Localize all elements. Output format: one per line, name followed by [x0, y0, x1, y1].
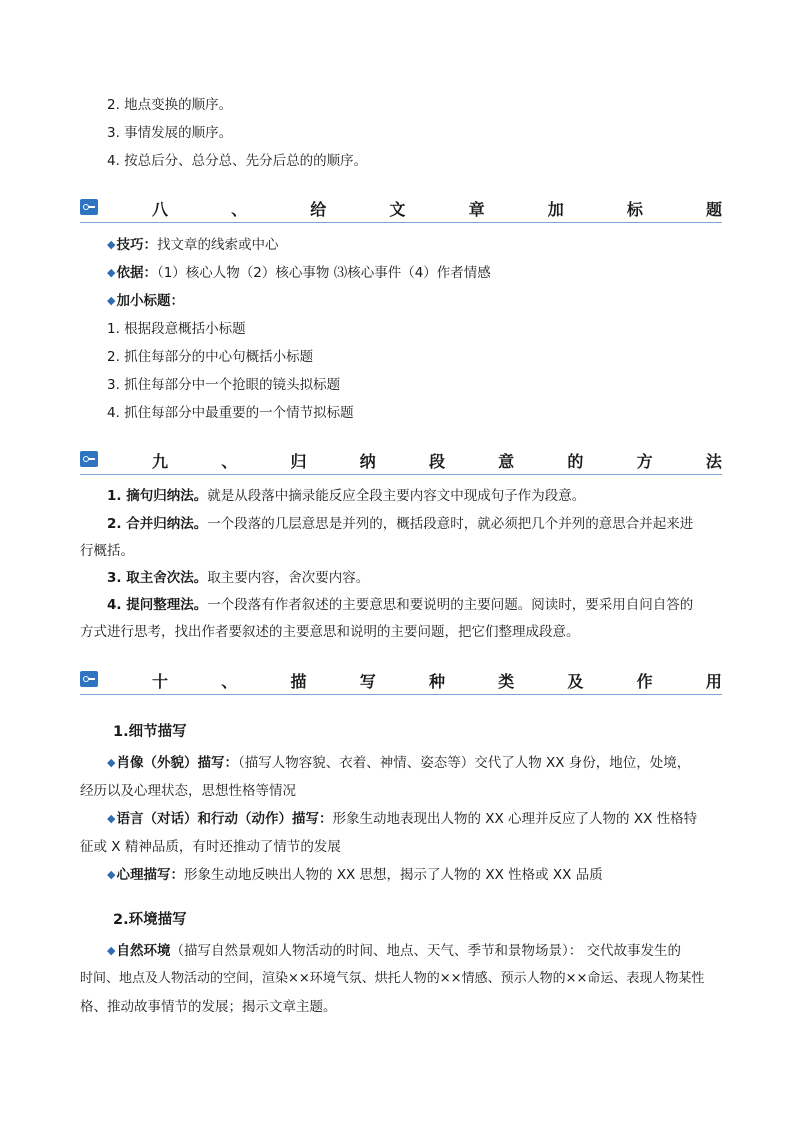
- section-title: 十 、 描 写 种 类 及 作 用: [152, 671, 722, 691]
- nature-line: ◆自然环境（描写自然景观如人物活动的时间、地点、天气、季节和景物场景）： 交代故事发生的: [107, 943, 682, 959]
- speech-continuation: 征或 X 精神品质，有时还推动了情节的发展: [80, 839, 341, 855]
- list-item: 3. 事情发展的顺序。: [107, 125, 233, 141]
- link-icon: [80, 199, 98, 215]
- method-line: 3. 取主舍次法。取主要内容，舍次要内容。: [107, 570, 370, 586]
- method-line: 1. 摘句归纳法。就是从段落中摘录能反应全段主要内容文中现成句子作为段意。: [107, 488, 586, 504]
- list-item: 4. 按总后分、总分总、先分后总的的顺序。: [107, 153, 368, 169]
- section-title: 九 、 归 纳 段 意 的 方 法: [152, 451, 722, 471]
- method-line: 4. 提问整理法。一个段落有作者叙述的主要意思和要说明的主要问题。阅读时，要采用自问自答的: [107, 597, 694, 613]
- method-continuation: 方式进行思考，找出作者要叙述的主要意思和说明的主要问题，把它们整理成段意。: [80, 624, 580, 640]
- portrait-continuation: 经历以及心理状态，思想性格等情况: [80, 783, 296, 799]
- mind-line: ◆心理描写：形象生动地反映出人物的 XX 思想，揭示了人物的 XX 性格或 XX 品质: [107, 867, 603, 883]
- diamond-bullet-icon: ◆: [107, 868, 116, 881]
- section-heading-8: [80, 196, 722, 223]
- diamond-bullet-icon: ◆: [107, 756, 116, 769]
- diamond-bullet-icon: ◆: [107, 812, 116, 825]
- list-item: 1. 根据段意概括小标题: [107, 321, 246, 337]
- list-item: 2. 地点变换的顺序。: [107, 97, 233, 113]
- section-heading-10: [80, 668, 722, 695]
- nature-continuation: 格、推动故事情节的发展；揭示文章主题。: [80, 999, 337, 1015]
- list-item: 4. 抓住每部分中最重要的一个情节拟标题: [107, 405, 354, 421]
- diamond-bullet-icon: ◆: [107, 944, 116, 957]
- subheading-environment: 2.环境描写: [113, 912, 187, 928]
- portrait-line: ◆肖像（外貌）描写：（描写人物容貌、衣着、神情、姿态等）交代了人物 XX 身份，地位，处境，: [107, 755, 691, 771]
- section-title: 八 、 给 文 章 加 标 题: [152, 199, 722, 219]
- subheading-detail: 1.细节描写: [113, 724, 187, 740]
- link-icon: [80, 451, 98, 467]
- diamond-bullet-icon: ◆: [107, 266, 116, 279]
- list-item: 3. 抓住每部分中一个抢眼的镜头拟标题: [107, 377, 341, 393]
- section-heading-9: [80, 448, 722, 475]
- method-continuation: 行概括。: [80, 543, 134, 559]
- tips-line: ◆技巧：找文章的线索或中心: [107, 237, 279, 253]
- link-icon: [80, 671, 98, 687]
- method-line: 2. 合并归纳法。一个段落的几层意思是并列的，概括段意时，就必须把几个并列的意思合并起来进: [107, 516, 694, 532]
- speech-line: ◆语言（对话）和行动（动作）描写：形象生动地表现出人物的 XX 心理并反应了人物的 XX 性格特: [107, 811, 698, 827]
- nature-continuation: 时间、地点及人物活动的空间，渲染××环境气氛、烘托人物的××情感、预示人物的××命运、表现人物某性: [80, 971, 705, 986]
- list-item: 2. 抓住每部分的中心句概括小标题: [107, 349, 314, 365]
- diamond-bullet-icon: ◆: [107, 238, 116, 251]
- diamond-bullet-icon: ◆: [107, 294, 116, 307]
- basis-line: ◆依据：（1）核心人物（2）核心事物 ⑶核心事件（4）作者情感: [107, 265, 491, 281]
- subtitle-line: ◆加小标题：: [107, 293, 184, 309]
